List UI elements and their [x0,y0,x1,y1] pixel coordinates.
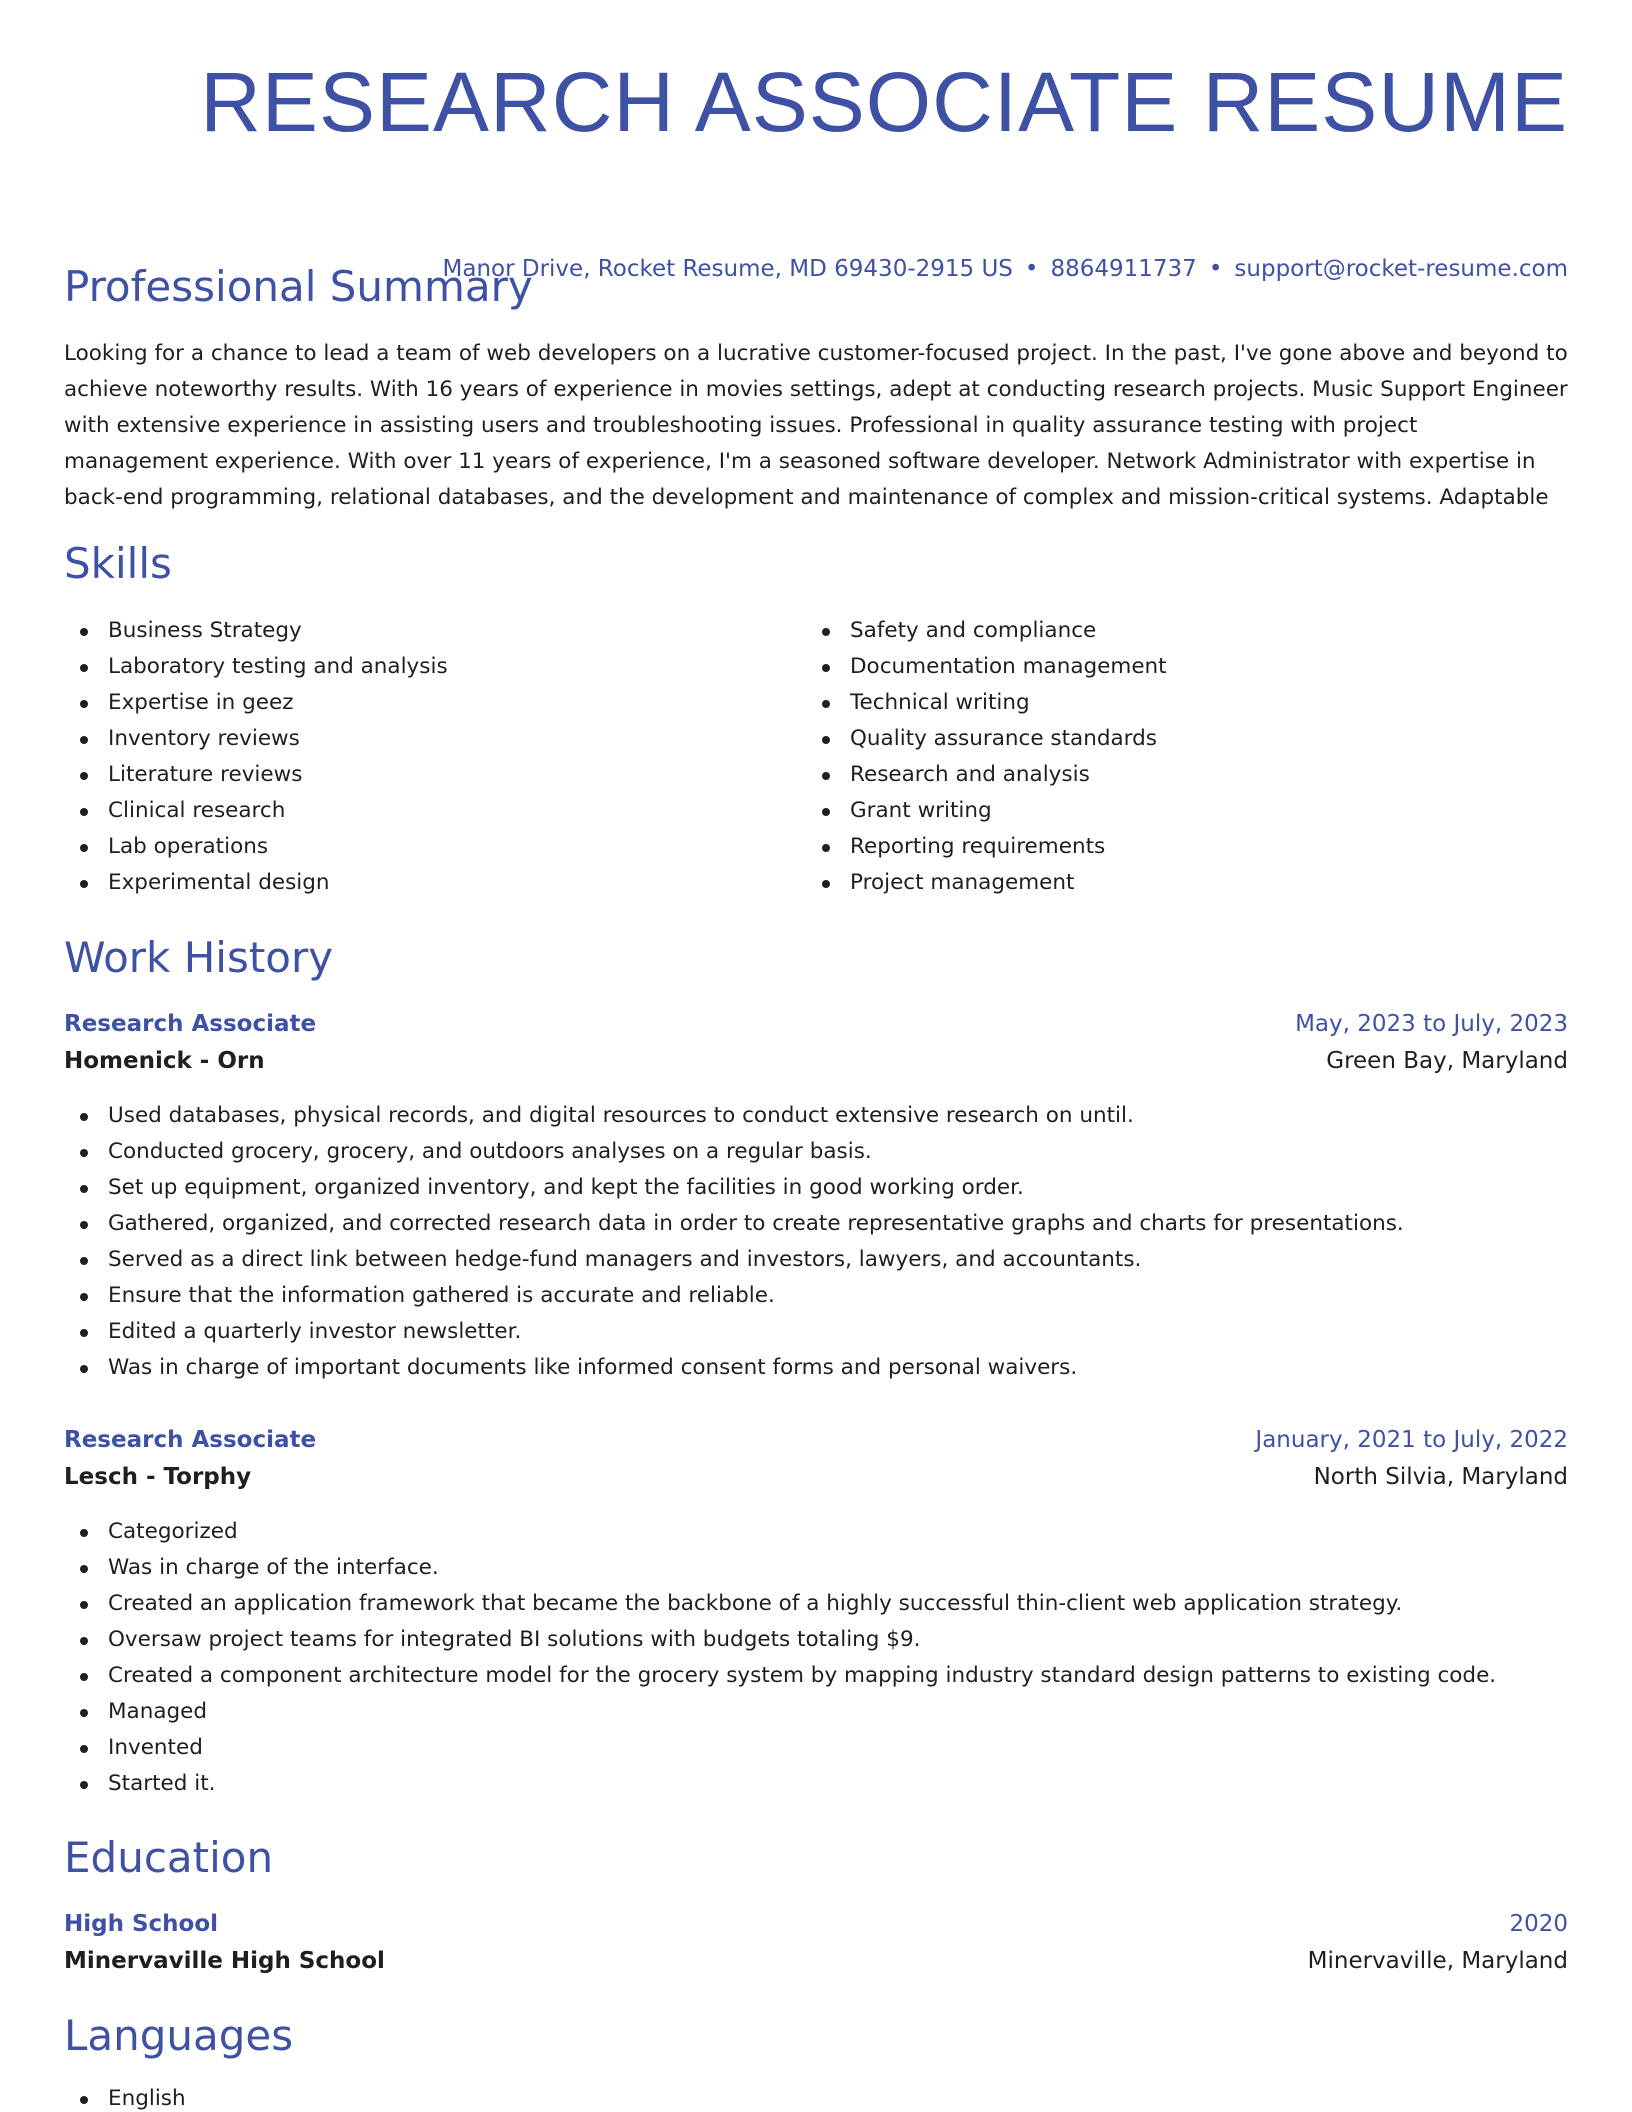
job-role: Research Associate [64,1011,317,1037]
languages-heading: Languages [64,2011,294,2060]
work-heading: Work History [64,933,334,982]
skill-item: Experimental design [64,865,448,901]
job-bullets [64,1098,1568,1386]
list-item: Invented [64,1730,1568,1766]
job-company: Lesch - Torphy [64,1464,252,1490]
job-subheader [64,1459,1568,1495]
job-bullets [64,1514,1568,1802]
contact-phone: 8864911737 [1050,256,1197,282]
job-company: Homenick - Orn [64,1048,265,1074]
job-subheader [64,1043,1568,1079]
education-header [64,1906,1568,1942]
skill-item: Documentation management [806,649,1167,685]
list-item: Conducted grocery, grocery, and outdoors analyses on a regular basis. [64,1134,1568,1170]
skill-item: Quality assurance standards [806,721,1167,757]
list-item: Oversaw project teams for integrated BI solutions with budgets totaling $9. [64,1622,1568,1658]
education-heading: Education [64,1833,274,1882]
skill-item: Laboratory testing and analysis [64,649,448,685]
skill-item: Project management [806,865,1167,901]
skill-item: Safety and compliance [806,613,1167,649]
education-school: Minervaville High School [64,1948,385,1974]
skills-heading: Skills [64,539,172,588]
contact-address: Manor Drive, Rocket Resume, MD 69430-2915 US [442,256,1013,282]
list-item: Edited a quarterly investor newsletter. [64,1314,1568,1350]
job-role: Research Associate [64,1427,317,1453]
skill-item: Research and analysis [806,757,1167,793]
list-item: Set up equipment, organized inventory, and kept the facilities in good working order. [64,1170,1568,1206]
list-item: Used databases, physical records, and digital resources to conduct extensive research on until. [64,1098,1568,1134]
list-item: Served as a direct link between hedge-fund managers and investors, lawyers, and accountants. [64,1242,1568,1278]
skill-item: Clinical research [64,793,448,829]
contact-separator: • [1024,256,1039,282]
skill-item: Inventory reviews [64,721,448,757]
skill-item: Business Strategy [64,613,448,649]
resume-page [64,0,1568,2111]
skill-item: Expertise in geez [64,685,448,721]
skill-item: Reporting requirements [806,829,1167,865]
contact-separator: • [1208,256,1223,282]
education-year: 2020 [1509,1911,1568,1937]
list-item: Was in charge of the interface. [64,1550,1568,1586]
skills-list-left [64,613,448,901]
language-item: English [64,2081,1568,2112]
contact-email[interactable]: support@rocket-resume.com [1234,256,1568,282]
skills-list-right [806,613,1167,901]
job-header [64,1422,1568,1458]
job-location: North Silvia, Maryland [1313,1464,1568,1490]
education-subheader [64,1943,1568,1979]
list-item: Started it. [64,1766,1568,1802]
skill-item: Grant writing [806,793,1167,829]
list-item: Was in charge of important documents like informed consent forms and personal waivers. [64,1350,1568,1386]
languages-list [64,2081,1568,2112]
skill-item: Lab operations [64,829,448,865]
list-item: Ensure that the information gathered is accurate and reliable. [64,1278,1568,1314]
education-location: Minervaville, Maryland [1307,1948,1568,1974]
list-item: Gathered, organized, and corrected research data in order to create representative graphs and charts for presentations. [64,1206,1568,1242]
list-item: Created a component architecture model for the grocery system by mapping industry standard design patterns to existing code. [64,1658,1568,1694]
job-dates: January, 2021 to July, 2022 [1255,1427,1568,1453]
skill-item: Literature reviews [64,757,448,793]
list-item: Managed [64,1694,1568,1730]
summary-heading: Professional Summary [64,262,533,311]
contact-line [443,254,1568,284]
skill-item: Technical writing [806,685,1167,721]
resume-title: RESEARCH ASSOCIATE RESUME [200,55,1568,149]
job-header [64,1006,1568,1042]
summary-text: Looking for a chance to lead a team of web developers on a lucrative customer-focused project. In the past, I've gone above and beyond to achieve noteworthy results. With 16 years of experience in movies settings, adept at conducting research projects. Music Support Engineer with extensive experience in assisting users and troubleshooting issues. Professional in quality assurance testing with project management experience. With over 11 years of experience, I'm a seasoned software developer. Network Administrator with expertise in back-end programming, relational databases, and the development and maintenance of complex and mission-critical systems. Adaptable [64,341,1568,510]
list-item: Created an application framework that became the backbone of a highly successful thin-client web application strategy. [64,1586,1568,1622]
education-degree: High School [64,1911,219,1937]
job-location: Green Bay, Maryland [1326,1048,1568,1074]
list-item: Categorized [64,1514,1568,1550]
job-dates: May, 2023 to July, 2023 [1295,1011,1568,1037]
